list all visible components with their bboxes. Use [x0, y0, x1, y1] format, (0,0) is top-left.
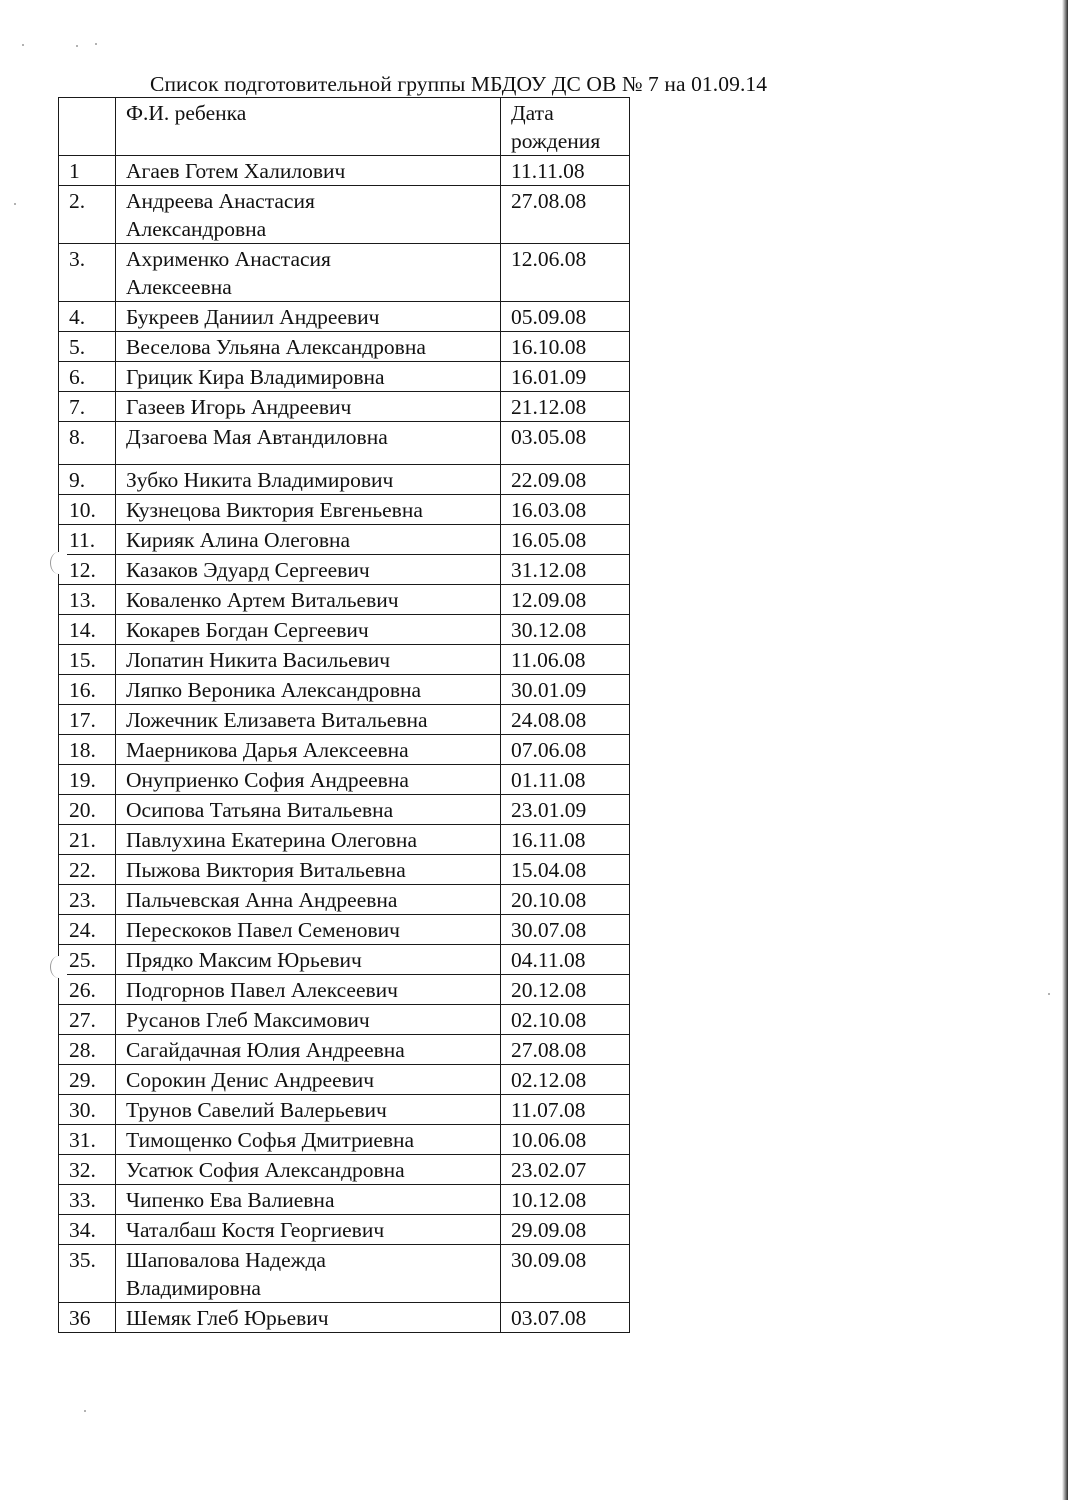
row-number: 10. [59, 495, 116, 525]
child-name [116, 392, 501, 422]
table-row [59, 765, 630, 795]
child-name-line: Сорокин Денис Андреевич [126, 1068, 375, 1092]
row-number: 15. [59, 645, 116, 675]
child-name [116, 1155, 501, 1185]
row-number: 32. [59, 1155, 116, 1185]
child-name [116, 645, 501, 675]
row-number: 24. [59, 915, 116, 945]
child-name [116, 422, 501, 465]
birth-date: 31.12.08 [501, 555, 630, 585]
table-row [59, 915, 630, 945]
birth-date: 16.10.08 [501, 332, 630, 362]
birth-date: 15.04.08 [501, 855, 630, 885]
child-name [116, 795, 501, 825]
child-name [116, 1303, 501, 1333]
child-name-line: Ахрименко Анастасия [126, 247, 331, 271]
child-name-line: Дзагоева Мая Автандиловна [126, 425, 388, 449]
table-row [59, 1155, 630, 1185]
child-name-line: Андреева Анастасия [126, 189, 315, 213]
child-name-line: Алексеевна [126, 275, 232, 299]
birth-date: 04.11.08 [501, 945, 630, 975]
child-name [116, 1035, 501, 1065]
header-birth-date [501, 98, 630, 156]
child-name [116, 705, 501, 735]
row-number: 11. [59, 525, 116, 555]
child-name [116, 362, 501, 392]
child-name [116, 186, 501, 244]
child-name-line: Газеев Игорь Андреевич [126, 395, 352, 419]
birth-date: 16.05.08 [501, 525, 630, 555]
child-name-line: Подгорнов Павел Алексеевич [126, 978, 398, 1002]
table-header-row [59, 98, 630, 156]
child-name [116, 765, 501, 795]
birth-date: 29.09.08 [501, 1215, 630, 1245]
child-name-line: Ляпко Вероника Александровна [126, 678, 422, 702]
row-number: 33. [59, 1185, 116, 1215]
table-row [59, 1303, 630, 1333]
child-name [116, 675, 501, 705]
birth-date: 05.09.08 [501, 302, 630, 332]
birth-date: 23.02.07 [501, 1155, 630, 1185]
birth-date: 02.12.08 [501, 1065, 630, 1095]
child-name-line: Казаков Эдуард Сергеевич [126, 558, 370, 582]
child-name-line: Букреев Даниил Андреевич [126, 305, 380, 329]
child-name-line: Перескоков Павел Семенович [126, 918, 400, 942]
child-name-line: Пыжова Виктория Витальевна [126, 858, 406, 882]
header-child-name: Ф.И. ребенка [116, 98, 501, 156]
table-row [59, 1215, 630, 1245]
row-number: 2. [59, 186, 116, 244]
document-title: Список подготовительной группы МБДОУ ДС ОВ № 7 на 01.09.14 [150, 72, 768, 96]
birth-date: 01.11.08 [501, 765, 630, 795]
table-row [59, 705, 630, 735]
child-name-line: Грицик Кира Владимировна [126, 365, 385, 389]
birth-date: 11.07.08 [501, 1095, 630, 1125]
row-number: 8. [59, 422, 116, 465]
table-row [59, 585, 630, 615]
row-number: 20. [59, 795, 116, 825]
child-name [116, 615, 501, 645]
table-row [59, 555, 630, 585]
row-number: 18. [59, 735, 116, 765]
birth-date: 12.09.08 [501, 585, 630, 615]
birth-date: 20.10.08 [501, 885, 630, 915]
header-birth-date-line2: рождения [511, 129, 601, 153]
table-row [59, 615, 630, 645]
row-number: 14. [59, 615, 116, 645]
birth-date: 22.09.08 [501, 465, 630, 495]
birth-date: 24.08.08 [501, 705, 630, 735]
table-row [59, 156, 630, 186]
child-name [116, 244, 501, 302]
table-row [59, 855, 630, 885]
child-name [116, 1245, 501, 1303]
birth-date: 11.11.08 [501, 156, 630, 186]
birth-date: 12.06.08 [501, 244, 630, 302]
child-name [116, 465, 501, 495]
child-name [116, 1125, 501, 1155]
children-table [58, 97, 630, 1333]
birth-date: 07.06.08 [501, 735, 630, 765]
row-number: 21. [59, 825, 116, 855]
child-name [116, 975, 501, 1005]
child-name-line: Пальчевская Анна Андреевна [126, 888, 398, 912]
child-name [116, 585, 501, 615]
birth-date: 20.12.08 [501, 975, 630, 1005]
table-row [59, 1185, 630, 1215]
child-name [116, 495, 501, 525]
child-name [116, 156, 501, 186]
table-row [59, 1245, 630, 1303]
scan-speck [1048, 993, 1050, 995]
birth-date: 23.01.09 [501, 795, 630, 825]
table-row [59, 1065, 630, 1095]
child-name [116, 825, 501, 855]
table-row [59, 1095, 630, 1125]
child-name [116, 1215, 501, 1245]
table-row [59, 1005, 630, 1035]
row-number: 13. [59, 585, 116, 615]
table-row [59, 465, 630, 495]
birth-date: 16.03.08 [501, 495, 630, 525]
child-name-line: Шемяк Глеб Юрьевич [126, 1306, 329, 1330]
row-number: 1 [59, 156, 116, 186]
child-name [116, 885, 501, 915]
birth-date: 21.12.08 [501, 392, 630, 422]
row-number: 29. [59, 1065, 116, 1095]
child-name-line: Лопатин Никита Васильевич [126, 648, 391, 672]
table-row [59, 975, 630, 1005]
child-name-line: Осипова Татьяна Витальевна [126, 798, 394, 822]
birth-date: 30.12.08 [501, 615, 630, 645]
table-row [59, 422, 630, 465]
row-number: 22. [59, 855, 116, 885]
child-name [116, 555, 501, 585]
child-name [116, 735, 501, 765]
child-name [116, 1065, 501, 1095]
table-row [59, 332, 630, 362]
punch-hole-mark [50, 552, 67, 574]
child-name-line: Агаев Готем Халилович [126, 159, 346, 183]
table-row [59, 675, 630, 705]
row-number: 36 [59, 1303, 116, 1333]
child-name-line: Александровна [126, 217, 267, 241]
child-name-line: Владимировна [126, 1276, 261, 1300]
birth-date: 03.05.08 [501, 422, 630, 465]
row-number: 26. [59, 975, 116, 1005]
row-number: 25. [59, 945, 116, 975]
child-name [116, 1095, 501, 1125]
child-name-line: Онуприенко София Андреевна [126, 768, 409, 792]
birth-date: 30.01.09 [501, 675, 630, 705]
child-name-line: Павлухина Екатерина Олеговна [126, 828, 417, 852]
child-name-line: Трунов Савелий Валерьевич [126, 1098, 387, 1122]
scan-speck [76, 45, 78, 47]
table-row [59, 362, 630, 392]
table-row [59, 1125, 630, 1155]
child-name-line: Усатюк София Александровна [126, 1158, 405, 1182]
child-name-line: Чаталбаш Костя Георгиевич [126, 1218, 385, 1242]
child-name-line: Прядко Максим Юрьевич [126, 948, 362, 972]
table-row [59, 495, 630, 525]
row-number: 4. [59, 302, 116, 332]
child-name-line: Тимощенко Софья Дмитриевна [126, 1128, 415, 1152]
table-row [59, 1035, 630, 1065]
child-name [116, 1005, 501, 1035]
birth-date: 10.12.08 [501, 1185, 630, 1215]
child-name-line: Ложечник Елизавета Витальевна [126, 708, 428, 732]
child-name [116, 1185, 501, 1215]
birth-date: 02.10.08 [501, 1005, 630, 1035]
table-row [59, 645, 630, 675]
birth-date: 30.07.08 [501, 915, 630, 945]
row-number: 30. [59, 1095, 116, 1125]
scan-speck [95, 43, 97, 45]
table-row [59, 186, 630, 244]
table-row [59, 302, 630, 332]
table-row [59, 244, 630, 302]
child-name-line: Кирияк Алина Олеговна [126, 528, 351, 552]
punch-hole-mark [50, 956, 67, 978]
child-name [116, 332, 501, 362]
table-row [59, 525, 630, 555]
birth-date: 10.06.08 [501, 1125, 630, 1155]
child-name-line: Шаповалова Надежда [126, 1248, 326, 1272]
table-row [59, 735, 630, 765]
child-name-line: Веселова Ульяна Александровна [126, 335, 426, 359]
row-number: 16. [59, 675, 116, 705]
scan-speck [22, 44, 24, 46]
scan-speck [84, 1410, 86, 1412]
row-number: 19. [59, 765, 116, 795]
table-row [59, 392, 630, 422]
scan-page-edge [1062, 0, 1068, 1500]
birth-date: 11.06.08 [501, 645, 630, 675]
child-name [116, 302, 501, 332]
header-number [59, 98, 116, 156]
child-name-line: Кузнецова Виктория Евгеньевна [126, 498, 423, 522]
table-row [59, 945, 630, 975]
child-name [116, 525, 501, 555]
row-number: 9. [59, 465, 116, 495]
header-birth-date-line1: Дата [511, 101, 554, 125]
birth-date: 16.01.09 [501, 362, 630, 392]
table-row [59, 885, 630, 915]
child-name-line: Коваленко Артем Витальевич [126, 588, 399, 612]
row-number: 3. [59, 244, 116, 302]
row-number: 12. [59, 555, 116, 585]
child-name-line: Зубко Никита Владимирович [126, 468, 394, 492]
row-number: 34. [59, 1215, 116, 1245]
child-name-line: Маерникова Дарья Алексеевна [126, 738, 409, 762]
scan-speck [14, 203, 16, 205]
child-name-line: Кокарев Богдан Сергеевич [126, 618, 369, 642]
row-number: 27. [59, 1005, 116, 1035]
birth-date: 27.08.08 [501, 186, 630, 244]
birth-date: 30.09.08 [501, 1245, 630, 1303]
children-table-body [59, 98, 630, 1333]
birth-date: 27.08.08 [501, 1035, 630, 1065]
row-number: 7. [59, 392, 116, 422]
child-name [116, 945, 501, 975]
row-number: 6. [59, 362, 116, 392]
table-row [59, 795, 630, 825]
birth-date: 16.11.08 [501, 825, 630, 855]
row-number: 23. [59, 885, 116, 915]
child-name-line: Русанов Глеб Максимович [126, 1008, 370, 1032]
row-number: 17. [59, 705, 116, 735]
child-name [116, 855, 501, 885]
child-name-line: Сагайдачная Юлия Андреевна [126, 1038, 405, 1062]
child-name-line: Чипенко Ева Валиевна [126, 1188, 335, 1212]
table-row [59, 825, 630, 855]
birth-date: 03.07.08 [501, 1303, 630, 1333]
row-number: 35. [59, 1245, 116, 1303]
row-number: 31. [59, 1125, 116, 1155]
row-number: 28. [59, 1035, 116, 1065]
child-name [116, 915, 501, 945]
row-number: 5. [59, 332, 116, 362]
